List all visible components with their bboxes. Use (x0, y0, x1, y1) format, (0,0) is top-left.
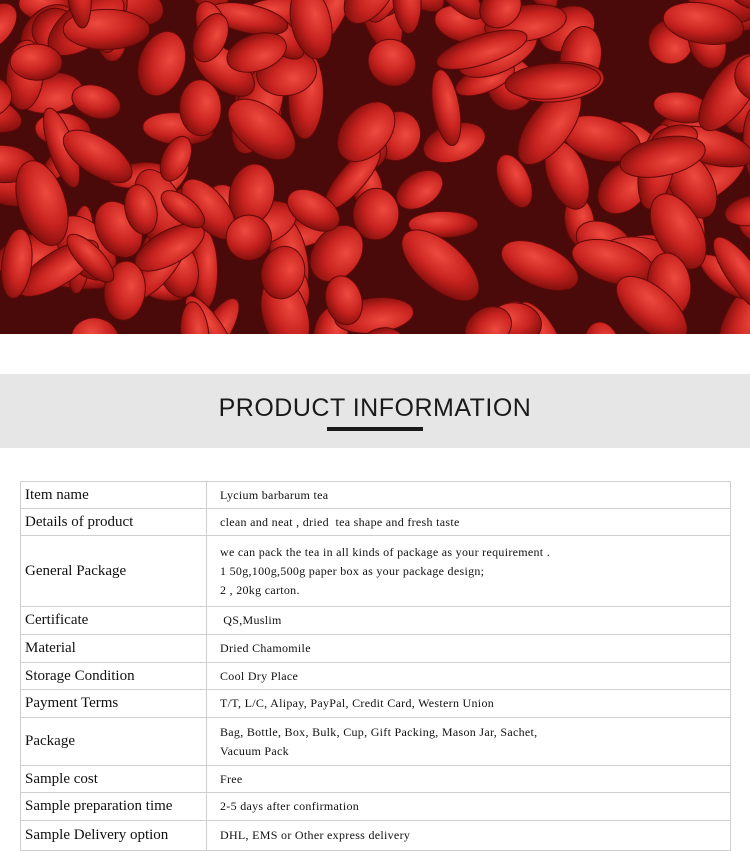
section-title: PRODUCT INFORMATION (218, 394, 532, 422)
table-row (21, 821, 731, 851)
value-line: T/T, L/C, Alipay, PayPal, Credit Card, Western Union (220, 696, 495, 710)
row-value (207, 509, 731, 536)
row-value (207, 607, 731, 635)
row-value (207, 821, 731, 851)
value-line: Lycium barbarum tea (220, 487, 329, 502)
row-label: Package (21, 718, 207, 766)
row-value (207, 793, 731, 821)
row-label: Storage Condition (21, 663, 207, 690)
table-row (21, 718, 731, 766)
table-row (21, 536, 731, 607)
table-row (21, 482, 731, 509)
product-info-table (20, 481, 731, 851)
table-row (21, 607, 731, 635)
row-label: Certificate (21, 607, 207, 635)
table-row (21, 663, 731, 690)
table-row (21, 509, 731, 536)
row-label: Material (21, 635, 207, 663)
row-value (207, 766, 731, 793)
table-row (21, 635, 731, 663)
value-line: DHL, EMS or Other express delivery (220, 828, 411, 842)
row-label: Sample preparation time (21, 793, 207, 821)
row-value (207, 690, 731, 718)
value-line: 1 50g,100g,500g paper box as your package design; (220, 563, 485, 578)
value-line: 2-5 days after confirmation (220, 799, 360, 813)
value-line: Dried Chamomile (220, 641, 311, 655)
row-label: Details of product (21, 509, 207, 536)
row-label: Sample cost (21, 766, 207, 793)
row-value (207, 536, 731, 607)
value-line: 2 , 20kg carton. (220, 582, 300, 597)
value-line: Cool Dry Place (220, 668, 299, 683)
row-value (207, 635, 731, 663)
row-label: Item name (21, 482, 207, 509)
goji-berries-photo (0, 0, 750, 334)
row-label: General Package (21, 536, 207, 607)
row-value (207, 482, 731, 509)
value-line: QS,Muslim (220, 613, 282, 627)
table-row (21, 690, 731, 718)
row-label: Payment Terms (21, 690, 207, 718)
value-line: Bag, Bottle, Box, Bulk, Cup, Gift Packing, Mason Jar, Sachet, (220, 724, 538, 739)
value-line: we can pack the tea in all kinds of package as your requirement . (220, 544, 551, 559)
row-label: Sample Delivery option (21, 821, 207, 851)
row-value (207, 663, 731, 690)
value-line: Vacuum Pack (220, 743, 289, 758)
value-line: clean and neat , dried tea shape and fresh taste (220, 514, 460, 529)
table-row (21, 766, 731, 793)
value-line: Free (220, 771, 243, 786)
row-value (207, 718, 731, 766)
table-row (21, 793, 731, 821)
title-underline (327, 427, 423, 431)
